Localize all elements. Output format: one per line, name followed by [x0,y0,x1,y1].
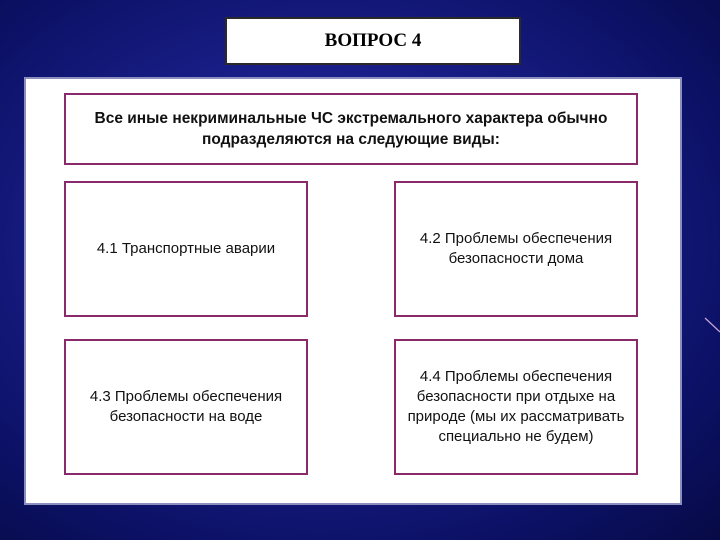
category-box-transport [64,181,308,317]
slide-title [225,17,521,65]
category-box-home-safety [394,181,638,317]
content-panel [24,77,682,505]
category-text: 4.1 Транспортные аварии [96,240,276,257]
slide-title-text: ВОПРОС 4 [324,30,422,51]
category-text: 4.2 Проблемы обеспечения безопасности дома [419,230,613,267]
header-box [64,93,638,165]
category-text: 4.3 Проблемы обеспечения безопасности на воде [89,388,283,425]
category-box-water-safety [64,339,308,475]
category-box-nature-safety [394,339,638,475]
category-text: 4.4 Проблемы обеспечения безопасности при отдыхе на природе (мы их рассматривать специально не будем) [407,368,625,445]
header-text: Все иные некриминальные ЧС экстремального характера обычно подразделяются на следующие виды: [94,110,608,148]
